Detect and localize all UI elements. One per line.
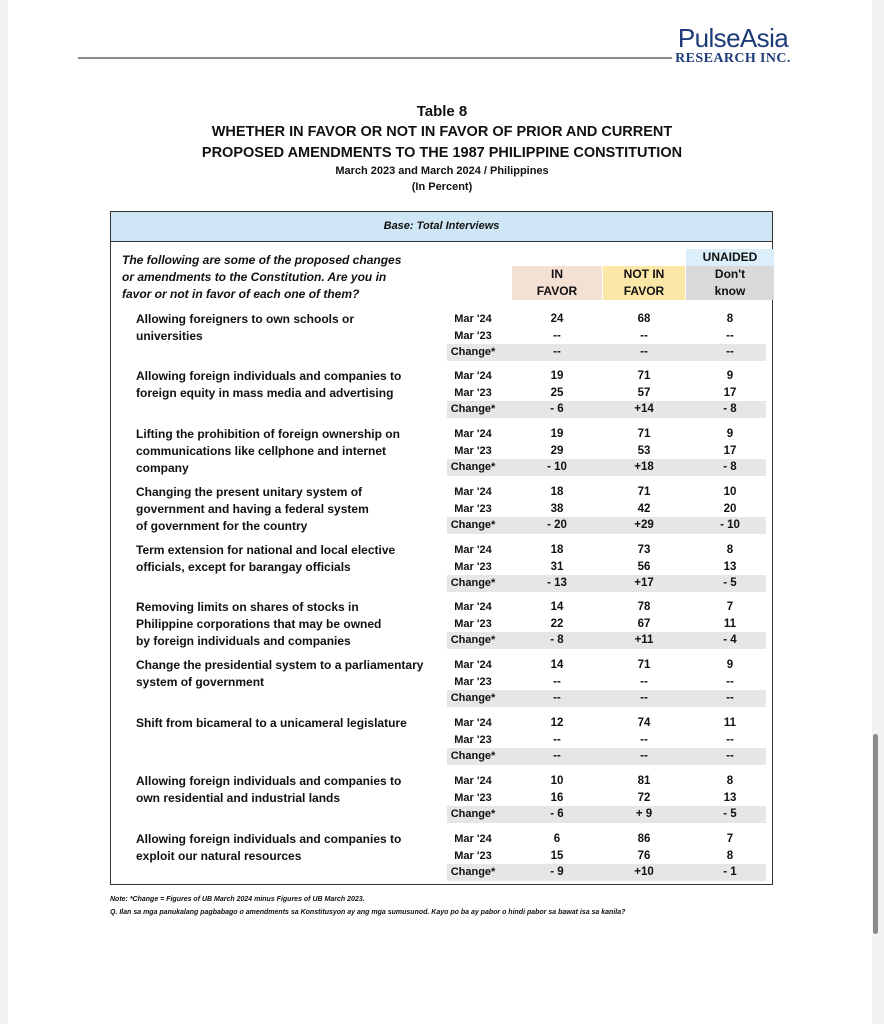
amendment-label <box>136 599 440 650</box>
dont-know-value: 11 <box>723 717 737 729</box>
header-text: FAVOR <box>623 284 665 298</box>
in-favor-value: 14 <box>550 659 564 671</box>
in-favor-value: 18 <box>550 486 564 498</box>
not-in-favor-value: -- <box>640 675 648 688</box>
amendment-label-line: Changing the present unitary system of <box>136 485 363 499</box>
period-label: Mar '24 <box>454 601 492 613</box>
not-in-favor-value: + 9 <box>635 808 653 820</box>
header-dont-know <box>686 266 774 300</box>
in-favor-value: 19 <box>550 428 564 440</box>
not-in-favor-value: 67 <box>637 617 651 630</box>
amendment-label-line: officials, except for barangay officials <box>136 560 351 574</box>
amendment-label <box>136 542 440 576</box>
not-in-favor-value: 71 <box>637 659 651 671</box>
dont-know-value: 9 <box>726 659 734 671</box>
base-label: Base: Total Interviews <box>110 211 773 242</box>
not-in-favor-value: 76 <box>637 849 651 862</box>
dont-know-value: 8 <box>726 313 734 325</box>
in-favor-value: 12 <box>550 717 564 729</box>
not-in-favor-value: 68 <box>637 313 651 325</box>
dont-know-value: - 4 <box>723 634 737 646</box>
amendment-label-line: of government for the country <box>136 519 308 533</box>
in-favor-value: - 8 <box>550 634 564 646</box>
period-label: Mar '23 <box>454 386 492 399</box>
period-label: Change* <box>450 808 496 820</box>
dont-know-value: -- <box>726 675 734 688</box>
not-in-favor-value: +18 <box>634 461 654 473</box>
in-favor-value: 25 <box>550 386 564 399</box>
period-label: Mar '23 <box>454 675 492 688</box>
period-label: Mar '23 <box>454 329 492 342</box>
period-label: Mar '23 <box>454 791 492 804</box>
dont-know-value: - 5 <box>723 808 737 820</box>
scrollbar-thumb[interactable] <box>873 734 878 934</box>
header-rule <box>78 57 672 59</box>
dont-know-value: 9 <box>726 428 734 440</box>
dont-know-value: -- <box>726 692 734 704</box>
period-label: Mar '24 <box>454 370 492 382</box>
in-favor-value: 24 <box>550 313 564 325</box>
not-in-favor-value: 73 <box>637 544 651 556</box>
amendment-label-line: Shift from bicameral to a unicameral legislature <box>136 716 407 730</box>
in-favor-value: 19 <box>550 370 564 382</box>
dont-know-value: - 8 <box>723 403 737 415</box>
not-in-favor-value: 72 <box>637 791 651 804</box>
not-in-favor-value: -- <box>640 733 648 746</box>
question-line: The following are some of the proposed changes <box>122 253 402 267</box>
not-in-favor-value: 57 <box>637 386 651 399</box>
not-in-favor-value: 42 <box>637 502 651 515</box>
question-line: or amendments to the Constitution. Are you in <box>122 270 387 284</box>
amendment-label-line: foreign equity in mass media and advertising <box>136 386 394 400</box>
in-favor-value: -- <box>553 692 561 704</box>
in-favor-value: -- <box>553 750 561 762</box>
period-label: Change* <box>450 461 496 473</box>
header-text: know <box>714 284 746 298</box>
not-in-favor-value: 78 <box>637 601 651 613</box>
period-label: Change* <box>450 519 496 531</box>
dont-know-value: - 1 <box>723 866 737 878</box>
period-label: Mar '23 <box>454 444 492 457</box>
period-label: Mar '24 <box>454 659 492 671</box>
table-subtitle-unit: (In Percent) <box>411 181 473 193</box>
dont-know-value: 20 <box>723 502 737 515</box>
not-in-favor-value: +14 <box>634 403 654 415</box>
header-text: Don't <box>714 267 746 281</box>
period-label: Mar '24 <box>454 428 492 440</box>
dont-know-value: - 8 <box>723 461 737 473</box>
not-in-favor-value: 81 <box>637 775 651 787</box>
in-favor-value: -- <box>553 733 561 746</box>
header-in-favor <box>512 266 602 300</box>
header-unaided: UNAIDED <box>686 249 774 266</box>
not-in-favor-value: -- <box>640 692 648 704</box>
period-label: Change* <box>450 866 496 878</box>
in-favor-value: -- <box>553 675 561 688</box>
change-note: Note: *Change = Figures of UB March 2024 minus Figures of UB March 2023. <box>110 896 365 903</box>
dont-know-value: -- <box>726 733 734 746</box>
amendment-label <box>136 831 440 865</box>
period-label: Change* <box>450 634 496 646</box>
in-favor-value: 14 <box>550 601 564 613</box>
in-favor-value: -- <box>553 346 561 358</box>
amendment-label-line: Term extension for national and local elective <box>136 543 396 557</box>
period-label: Mar '23 <box>454 733 492 746</box>
in-favor-value: 16 <box>550 791 564 804</box>
in-favor-value: - 20 <box>547 519 567 531</box>
period-label: Change* <box>450 346 496 358</box>
in-favor-value: -- <box>553 329 561 342</box>
amendment-label <box>136 715 440 732</box>
table-number: Table 8 <box>416 103 468 120</box>
amendment-label-line: universities <box>136 329 203 343</box>
in-favor-value: - 9 <box>550 866 564 878</box>
period-label: Mar '23 <box>454 502 492 515</box>
not-in-favor-value: 74 <box>637 717 651 729</box>
not-in-favor-value: +17 <box>634 577 654 589</box>
in-favor-value: 22 <box>550 617 564 630</box>
dont-know-value: -- <box>726 346 734 358</box>
dont-know-value: 17 <box>723 386 737 399</box>
amendment-label-line: Allowing foreign individuals and companies to <box>136 369 402 383</box>
header-not-in-favor <box>603 266 685 300</box>
amendment-label-line: Allowing foreign individuals and companies to <box>136 832 402 846</box>
in-favor-value: 38 <box>550 502 564 515</box>
in-favor-value: 29 <box>550 444 564 457</box>
amendment-label-line: by foreign individuals and companies <box>136 634 351 648</box>
not-in-favor-value: +29 <box>634 519 654 531</box>
not-in-favor-value: -- <box>640 346 648 358</box>
dont-know-value: 7 <box>726 833 734 845</box>
in-favor-value: 6 <box>553 833 561 845</box>
period-label: Change* <box>450 692 496 704</box>
logo-line-2: RESEARCH INC. <box>675 51 791 66</box>
amendment-label-line: Removing limits on shares of stocks in <box>136 600 359 614</box>
period-label: Mar '23 <box>454 617 492 630</box>
amendment-label <box>136 426 440 477</box>
pulse-asia-logo <box>668 24 798 66</box>
in-favor-value: 31 <box>550 560 564 573</box>
amendment-label-line: Philippine corporations that may be owned <box>136 617 382 631</box>
amendment-label-line: Allowing foreigners to own schools or <box>136 312 355 326</box>
period-label: Change* <box>450 403 496 415</box>
dont-know-value: 10 <box>723 486 737 498</box>
dont-know-value: 13 <box>723 560 737 573</box>
period-label: Mar '24 <box>454 544 492 556</box>
not-in-favor-value: +11 <box>634 634 654 646</box>
header-text: FAVOR <box>536 284 578 298</box>
table-heading-line-2: PROPOSED AMENDMENTS TO THE 1987 PHILIPPINE CONSTITUTION <box>201 145 683 161</box>
in-favor-value: - 6 <box>550 403 564 415</box>
in-favor-value: - 6 <box>550 808 564 820</box>
dont-know-value: 8 <box>726 544 734 556</box>
question-translation-note: Q. Ilan sa mga panukalang pagbabago o amendments sa Konstitusyon ay ang mga sumusunod. Kayo po ba ay pabor o hindi pabor sa bawat isa sa kanila? <box>110 909 626 916</box>
dont-know-value: - 10 <box>720 519 740 531</box>
dont-know-value: -- <box>726 750 734 762</box>
period-label: Mar '23 <box>454 849 492 862</box>
period-label: Mar '23 <box>454 560 492 573</box>
not-in-favor-value: 56 <box>637 560 651 573</box>
amendment-label <box>136 368 440 402</box>
in-favor-value: - 13 <box>547 577 567 589</box>
logo-line-1: PulseAsia <box>677 23 789 53</box>
amendment-label-line: government and having a federal system <box>136 502 369 516</box>
amendment-label <box>136 773 440 807</box>
not-in-favor-value: 53 <box>637 444 651 457</box>
amendment-label-line: Change the presidential system to a parliamentary <box>136 658 424 672</box>
in-favor-value: 15 <box>550 849 564 862</box>
amendment-label-line: company <box>136 461 189 475</box>
table-heading-line-1: WHETHER IN FAVOR OR NOT IN FAVOR OF PRIOR AND CURRENT <box>211 124 673 140</box>
not-in-favor-value: 71 <box>637 428 651 440</box>
amendment-label-line: system of government <box>136 675 265 689</box>
period-label: Mar '24 <box>454 775 492 787</box>
dont-know-value: 11 <box>723 617 737 630</box>
survey-question <box>122 252 442 303</box>
period-label: Mar '24 <box>454 833 492 845</box>
not-in-favor-value: 71 <box>637 370 651 382</box>
not-in-favor-value: 86 <box>637 833 651 845</box>
period-label: Change* <box>450 577 496 589</box>
amendment-label-line: communications like cellphone and internet <box>136 444 387 458</box>
in-favor-value: 10 <box>550 775 564 787</box>
amendment-label <box>136 311 440 345</box>
not-in-favor-value: -- <box>640 750 648 762</box>
header-text: NOT IN <box>623 267 665 281</box>
period-label: Mar '24 <box>454 313 492 325</box>
amendment-label <box>136 657 440 691</box>
dont-know-value: 8 <box>726 849 734 862</box>
dont-know-value: 9 <box>726 370 734 382</box>
in-favor-value: - 10 <box>547 461 567 473</box>
dont-know-value: -- <box>726 329 734 342</box>
period-label: Mar '24 <box>454 486 492 498</box>
dont-know-value: 17 <box>723 444 737 457</box>
period-label: Change* <box>450 750 496 762</box>
dont-know-value: 8 <box>726 775 734 787</box>
not-in-favor-value: -- <box>640 329 648 342</box>
amendment-label <box>136 484 440 535</box>
dont-know-value: - 5 <box>723 577 737 589</box>
period-label: Mar '24 <box>454 717 492 729</box>
in-favor-value: 18 <box>550 544 564 556</box>
amendment-label-line: exploit our natural resources <box>136 849 302 863</box>
amendment-label-line: Lifting the prohibition of foreign ownership on <box>136 427 400 441</box>
header-text: IN <box>551 267 563 281</box>
dont-know-value: 7 <box>726 601 734 613</box>
amendment-label-line: Allowing foreign individuals and companies to <box>136 774 402 788</box>
question-line: favor or not in favor of each one of them? <box>122 287 360 301</box>
amendment-label-line: own residential and industrial lands <box>136 791 341 805</box>
not-in-favor-value: +10 <box>634 866 654 878</box>
table-subtitle-period: March 2023 and March 2024 / Philippines <box>335 165 549 177</box>
dont-know-value: 13 <box>723 791 737 804</box>
not-in-favor-value: 71 <box>637 486 651 498</box>
